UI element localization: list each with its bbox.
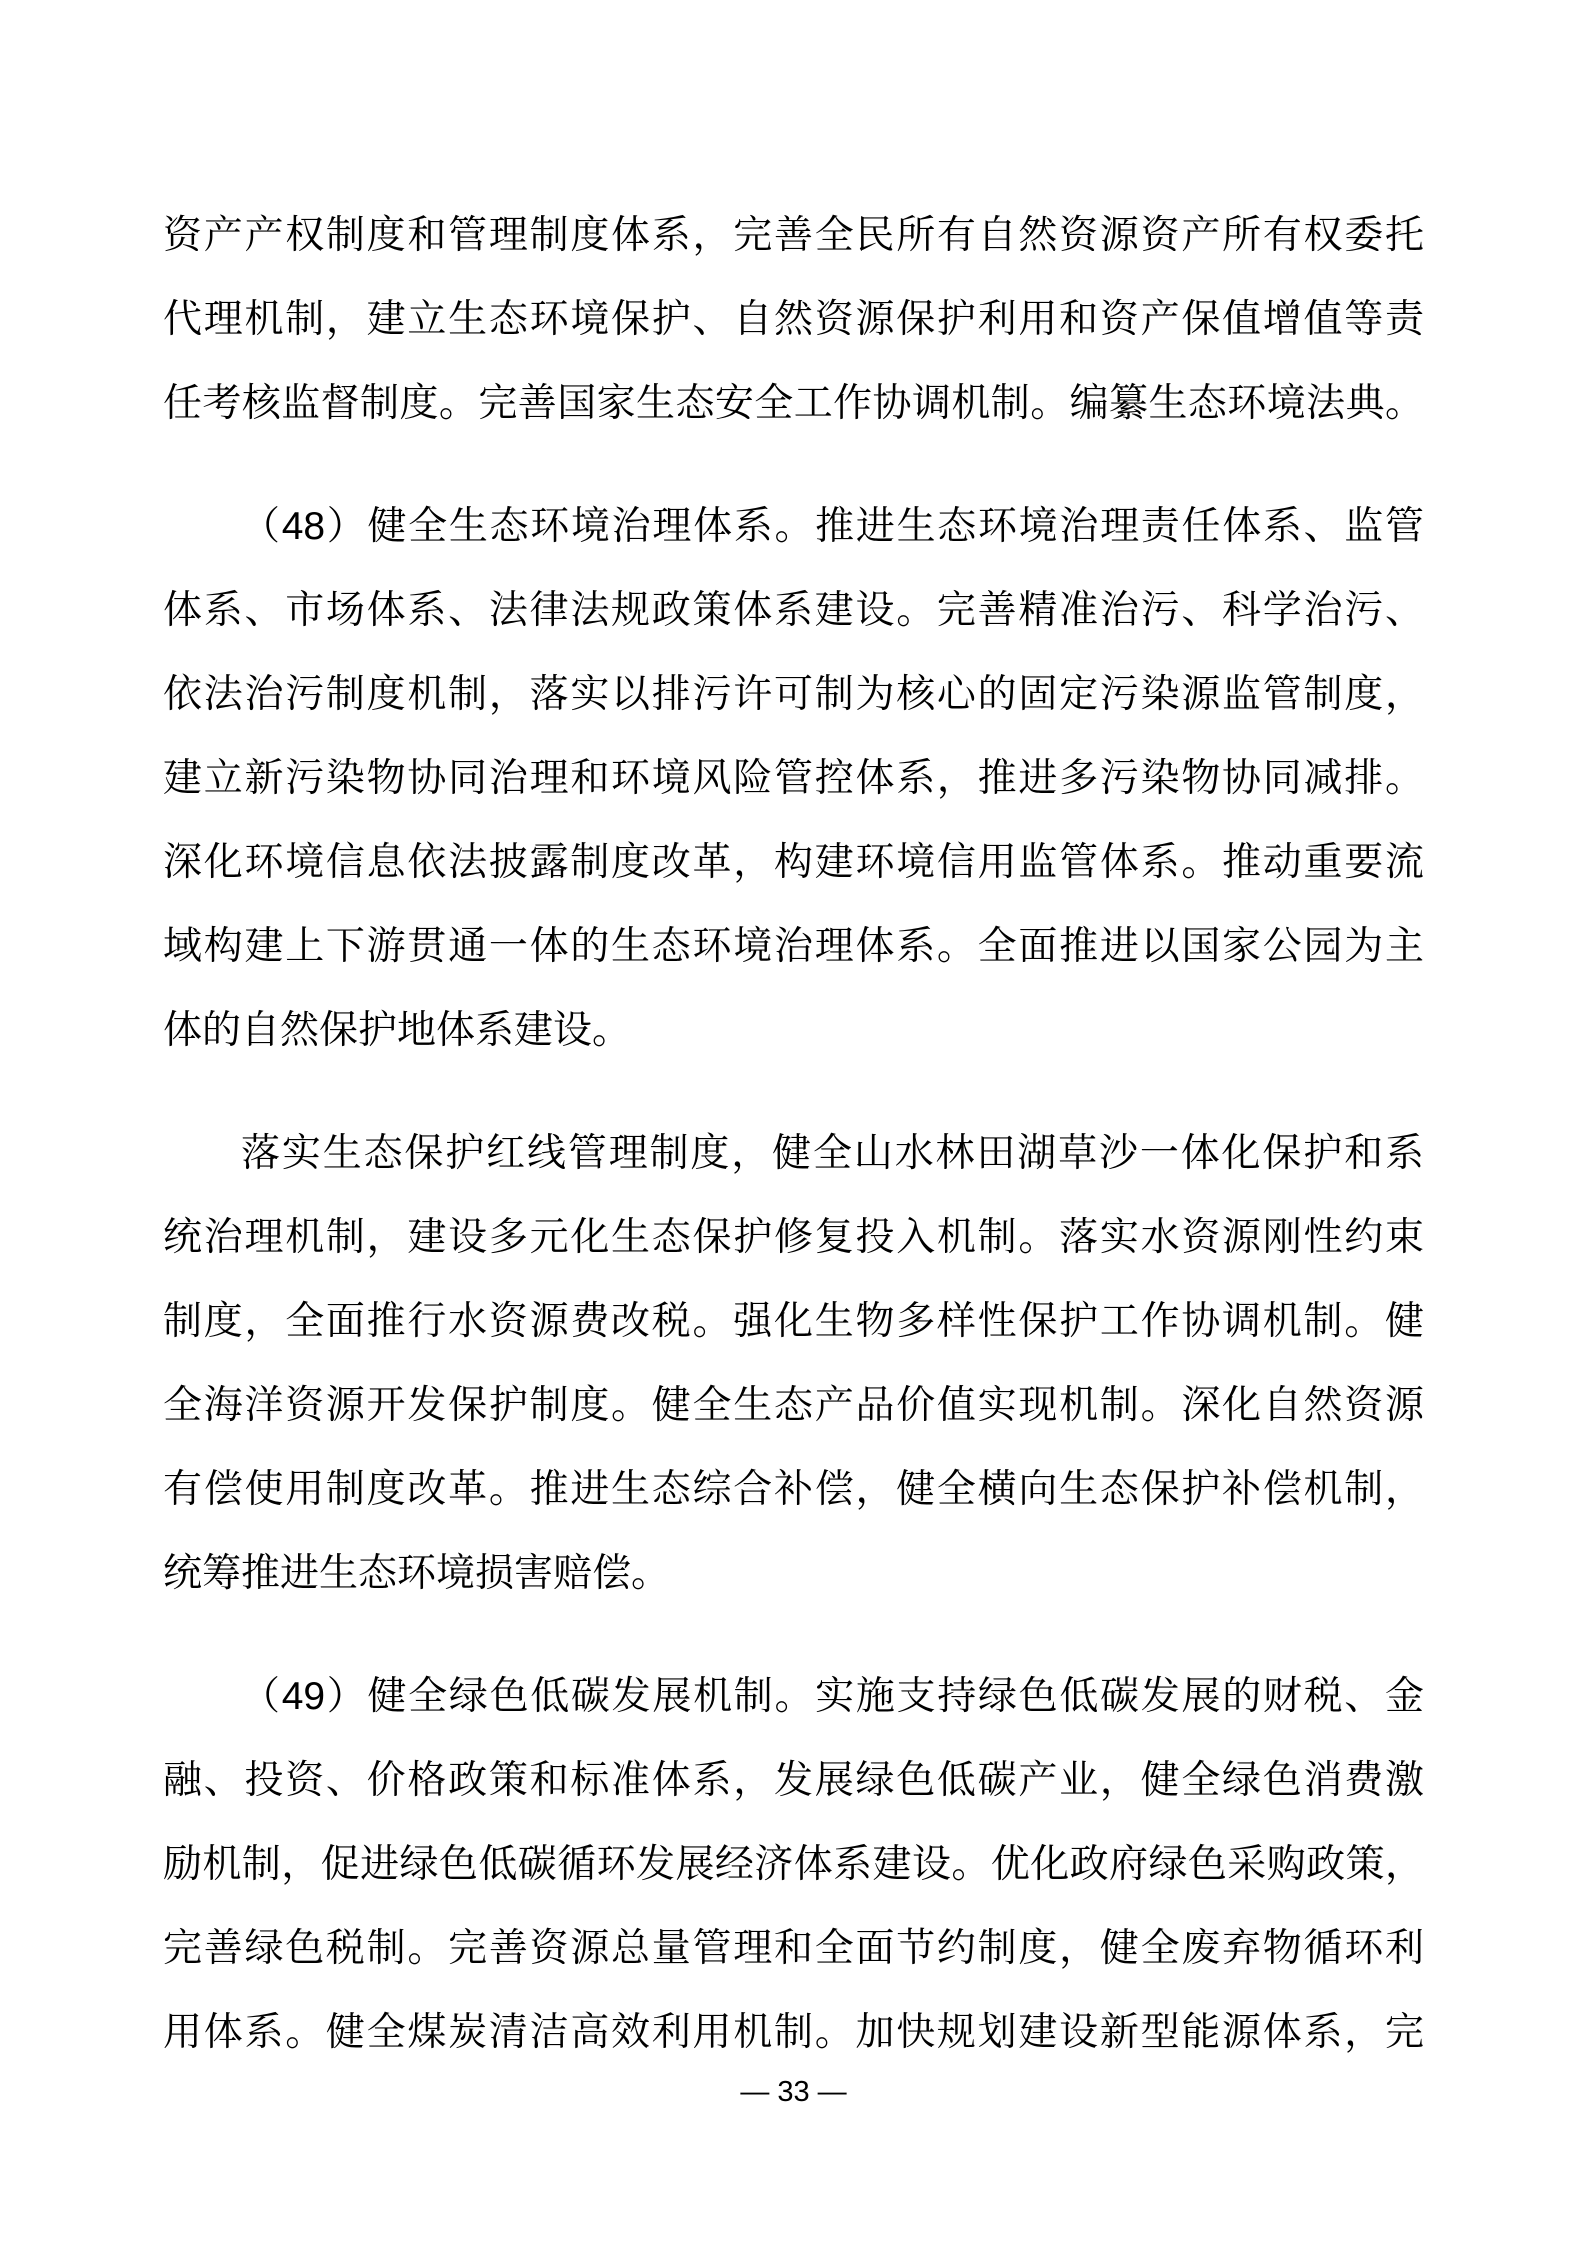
text-line: 体的自然保护地体系建设。 — [163, 1009, 632, 1052]
text-line: 深化环境信息依法披露制度改革，构建环境信用监管体系。推动重要流 — [163, 841, 1424, 884]
text-line: 依法治污制度机制，落实以排污许可制为核心的固定污染源监管制度， — [163, 673, 1424, 716]
paragraph — [163, 485, 1424, 1073]
text-line: 完善绿色税制。完善资源总量管理和全面节约制度，健全废弃物循环利 — [163, 1927, 1424, 1970]
page-footer — [0, 2072, 1587, 2112]
text-line: 制度，全面推行水资源费改税。强化生物多样性保护工作协调机制。健 — [163, 1300, 1424, 1343]
text-line: 统治理机制，建设多元化生态保护修复投入机制。落实水资源刚性约束 — [163, 1216, 1424, 1259]
text-line: 落实生态保护红线管理制度，健全山水林田湖草沙一体化保护和系 — [241, 1132, 1424, 1175]
text-line: 体系、市场体系、法律法规政策体系建设。完善精准治污、科学治污、 — [163, 589, 1424, 632]
text-line: 任考核监督制度。完善国家生态安全工作协调机制。编纂生态环境法典。 — [163, 382, 1424, 425]
text-line: 有偿使用制度改革。推进生态综合补偿，健全横向生态保护补偿机制， — [163, 1468, 1424, 1511]
paragraph — [163, 1655, 1424, 2075]
text-line: 代理机制，建立生态环境保护、自然资源保护利用和资产保值增值等责 — [163, 298, 1424, 341]
text-line: 建立新污染物协同治理和环境风险管控体系，推进多污染物协同减排。 — [163, 757, 1424, 800]
paragraph — [163, 1112, 1424, 1616]
text-line: 统筹推进生态环境损害赔偿。 — [163, 1552, 671, 1595]
text-line: 用体系。健全煤炭清洁高效利用机制。加快规划建设新型能源体系，完 — [163, 2011, 1424, 2054]
text-line: 资产产权制度和管理制度体系，完善全民所有自然资源资产所有权委托 — [163, 214, 1424, 257]
text-line: 励机制，促进绿色低碳循环发展经济体系建设。优化政府绿色采购政策， — [163, 1843, 1424, 1886]
document-body — [163, 194, 1424, 2114]
page-number: — 33 — — [740, 2076, 847, 2108]
text-line: （49）健全绿色低碳发展机制。实施支持绿色低碳发展的财税、金 — [241, 1675, 1424, 1718]
text-line: 融、投资、价格政策和标准体系，发展绿色低碳产业，健全绿色消费激 — [163, 1759, 1424, 1802]
text-line: 域构建上下游贯通一体的生态环境治理体系。全面推进以国家公园为主 — [163, 925, 1424, 968]
paragraph — [163, 194, 1424, 446]
text-line: （48）健全生态环境治理体系。推进生态环境治理责任体系、监管 — [241, 505, 1424, 548]
text-line: 全海洋资源开发保护制度。健全生态产品价值实现机制。深化自然资源 — [163, 1384, 1424, 1427]
